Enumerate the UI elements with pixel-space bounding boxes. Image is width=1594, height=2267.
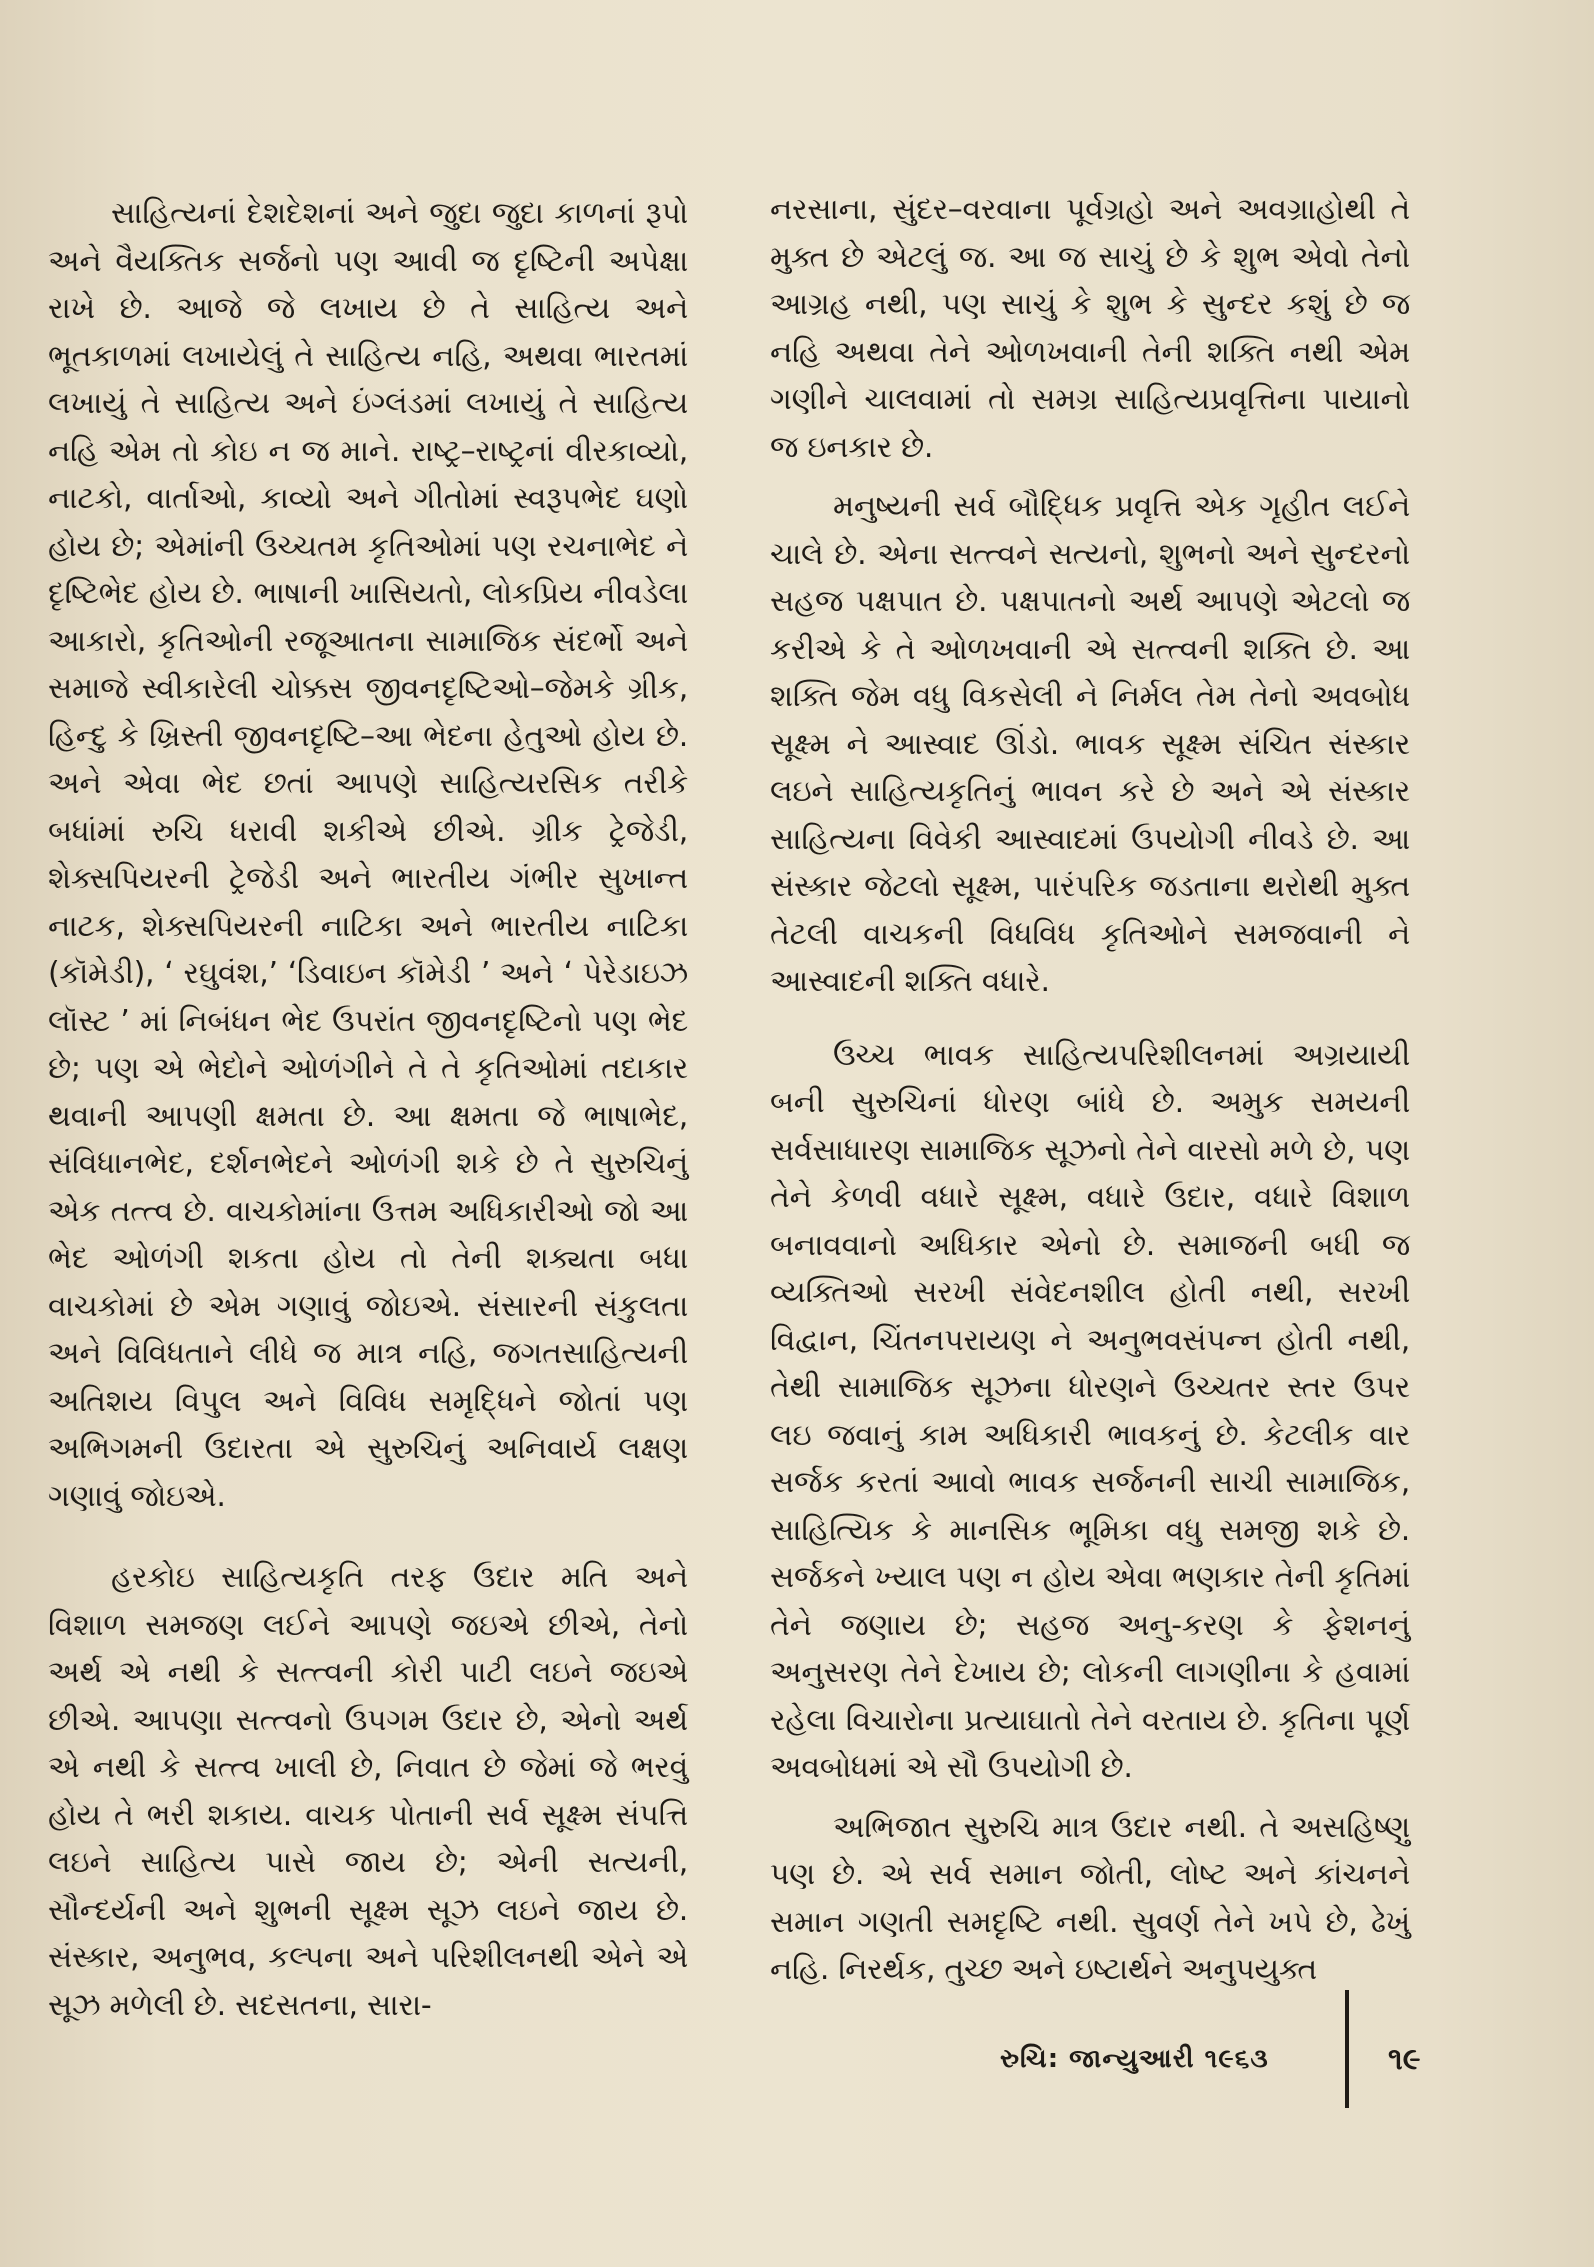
page-number: ૧૯ bbox=[1388, 2042, 1421, 2077]
right-paragraph-1: નરસાના, સુંદર–વરવાના પૂર્વગ્રહો અને અવગ્રાહોથી તે મુક્ત છે એટલું જ. આ જ સાચું છે કે શુભ એવો તેનો આગ્રહ નથી, પણ સાચું કે શુભ કે સુન્દર કશું છે જ નહિ અથવા તેને ઓળખવાની તેની શક્તિ નથી એમ ગણીને ચાલવામાં તો સમગ્ર સાહિત્યપ્રવૃત્તિના પાયાનો જ ઇનકાર છે. bbox=[770, 192, 1410, 465]
left-paragraph-1: સાહિત્યનાં દેશદેશનાં અને જુદા જુદા કાળનાં રૂપો અને વૈયક્તિક સર્જનો પણ આવી જ દૃષ્ટિની અપેક્ષા રાખે છે. આજે જે લખાય છે તે સાહિત્ય અને ભૂતકાળમાં લખાયેલું તે સાહિત્ય નહિ, અથવા ભારતમાં લખાયું તે સાહિત્ય અને ઇંગ્લંડમાં લખાયું તે સાહિત્ય નહિ એમ તો કોઇ ન જ માને. રાષ્ટ્ર–રાષ્ટ્રનાં વીરકાવ્યો, નાટકો, વાર્તાઓ, કાવ્યો અને ગીતોમાં સ્વરૂપભેદ ઘણો હોય છે; એમાંની ઉચ્ચતમ કૃતિઓમાં પણ રચનાભેદ ને દૃષ્ટિભેદ હોય છે. ભાષાની ખાસિયતો, લોકપ્રિય નીવડેલા આકારો, કૃતિઓની રજૂઆતના સામાજિક સંદર્ભો અને સમાજે સ્વીકારેલી ચોક્કસ જીવનદૃષ્ટિઓ–જેમકે ગ્રીક, હિન્દુ કે ખ્રિસ્તી જીવનદૃષ્ટિ–આ ભેદના હેતુઓ હોય છે. અને એવા ભેદ છતાં આપણે સાહિત્યરસિક તરીકે બધાંમાં રુચિ ધરાવી શકીએ છીએ. ગ્રીક ટ્રેજેડી, શેક્સપિયરની ટ્રેજેડી અને ભારતીય ગંભીર સુખાન્ત નાટક, શેક્સપિયરની નાટિકા અને ભારતીય નાટિકા (કૉમેડી), ‘ રઘુવંશ,’ ‘ડિવાઇન કૉમેડી ’ અને ‘ પેરેડાઇઝ લૉસ્ટ ’ માં નિબંધન ભેદ ઉપરાંત જીવનદૃષ્ટિનો પણ ભેદ છે; પણ એ ભેદોને ઓળંગીને તે તે કૃતિઓમાં તદાકાર થવાની આપણી ક્ષમતા છે. આ ક્ષમતા જે ભાષાભેદ, સંવિધાનભેદ, દર્શનભેદને ઓળંગી શકે છે તે સુરુચિનું એક તત્ત્વ છે. વાચકોમાંના ઉત્તમ અધિકારીઓ જો આ ભેદ ઓળંગી શકતા હોય તો તેની શક્યતા બધા વાચકોમાં છે એમ ગણાવું જોઇએ. સંસારની સંકુલતા અને વિવિધતાને લીધે જ માત્ર નહિ, જગતસાહિત્યની અતિશય વિપુલ અને વિવિધ સમૃદ્ધિને જોતાં પણ અભિગમની ઉદારતા એ સુરુચિનું અનિવાર્ય લક્ષણ ગણાવું જોઇએ. bbox=[48, 196, 688, 1514]
article-left-column bbox=[48, 190, 688, 2029]
left-paragraph-2: હરકોઇ સાહિત્યકૃતિ તરફ ઉદાર મતિ અને વિશાળ સમજણ લઈને આપણે જઇએ છીએ, તેનો અર્થ એ નથી કે સત્ત્વની કોરી પાટી લઇને જઇએ છીએ. આપણા સત્ત્વનો ઉપગમ ઉદાર છે, એનો અર્થ એ નથી કે સત્ત્વ ખાલી છે, નિવાત છે જેમાં જે ભરવું હોય તે ભરી શકાય. વાચક પોતાની સર્વ સૂક્ષ્મ સંપત્તિ લઇને સાહિત્ય પાસે જાય છે; એની સત્યની, સૌન્દર્યની અને શુભની સૂક્ષ્મ સૂઝ લઇને જાય છે. સંસ્કાર, અનુભવ, કલ્પના અને પરિશીલનથી એને એ સૂઝ મળેલી છે. સદસતના, સારા- bbox=[48, 1560, 688, 2023]
publication-footer: રુચિ: જાન્યુઆરી ૧૯૬૩ bbox=[1000, 2044, 1269, 2074]
right-paragraph-3: ઉચ્ચ ભાવક સાહિત્યપરિશીલનમાં અગ્રયાયી બની સુરુચિનાં ધોરણ બાંધે છે. અમુક સમયની સર્વસાધારણ સામાજિક સૂઝનો તેને વારસો મળે છે, પણ તેને કેળવી વધારે સૂક્ષ્મ, વધારે ઉદાર, વધારે વિશાળ બનાવવાનો અધિકાર એનો છે. સમાજની બધી જ વ્યક્તિઓ સરખી સંવેદનશીલ હોતી નથી, સરખી વિદ્વાન, ચિંતનપરાયણ ને અનુભવસંપન્ન હોતી નથી, તેથી સામાજિક સૂઝના ધોરણને ઉચ્ચતર સ્તર ઉપર લઇ જવાનું કામ અધિકારી ભાવકનું છે. કેટલીક વાર સર્જક કરતાં આવો ભાવક સર્જનની સાચી સામાજિક, સાહિત્યિક કે માનસિક ભૂમિકા વધુ સમજી શકે છે. સર્જકને ખ્યાલ પણ ન હોય એવા ભણકાર તેની કૃતિમાં તેને જણાય છે; સહજ અનુ-કરણ કે ફેશનનું અનુસરણ તેને દેખાય છે; લોકની લાગણીના કે હવામાં રહેલા વિચારોના પ્રત્યાઘાતો તેને વરતાય છે. કૃતિના પૂર્ણ અવબોધમાં એ સૌ ઉપયોગી છે. bbox=[770, 1037, 1410, 1785]
article-right-column bbox=[770, 186, 1410, 1994]
right-paragraph-2: મનુષ્યની સર્વ બૌદ્ધિક પ્રવૃત્તિ એક ગૃહીત લઈને ચાલે છે. એના સત્ત્વને સત્યનો, શુભનો અને સુન્દરનો સહજ પક્ષપાત છે. પક્ષપાતનો અર્થ આપણે એટલો જ કરીએ કે તે ઓળખવાની એ સત્ત્વની શક્તિ છે. આ શક્તિ જેમ વધુ વિકસેલી ને નિર્મલ તેમ તેનો અવબોધ સૂક્ષ્મ ને આસ્વાદ ઊંડો. ભાવક સૂક્ષ્મ સંચિત સંસ્કાર લઇને સાહિત્યકૃતિનું ભાવન કરે છે અને એ સંસ્કાર સાહિત્યના વિવેકી આસ્વાદમાં ઉપયોગી નીવડે છે. આ સંસ્કાર જેટલો સૂક્ષ્મ, પારંપરિક જડતાના થરોથી મુક્ત તેટલી વાચકની વિધવિધ કૃતિઓને સમજવાની ને આસ્વાદની શક્તિ વધારે. bbox=[770, 489, 1410, 999]
footer-divider bbox=[1345, 1990, 1349, 2108]
right-paragraph-4: અભિજાત સુરુચિ માત્ર ઉદાર નથી. તે અસહિષ્ણુ પણ છે. એ સર્વ સમાન જોતી, લોષ્ટ અને કાંચનને સમાન ગણતી સમદૃષ્ટિ નથી. સુવર્ણ તેને ખપે છે, ઢેખું નહિ. નિરર્થક, તુચ્છ અને ઇષ્ટાર્થને અનુપયુક્ત bbox=[770, 1809, 1410, 1987]
